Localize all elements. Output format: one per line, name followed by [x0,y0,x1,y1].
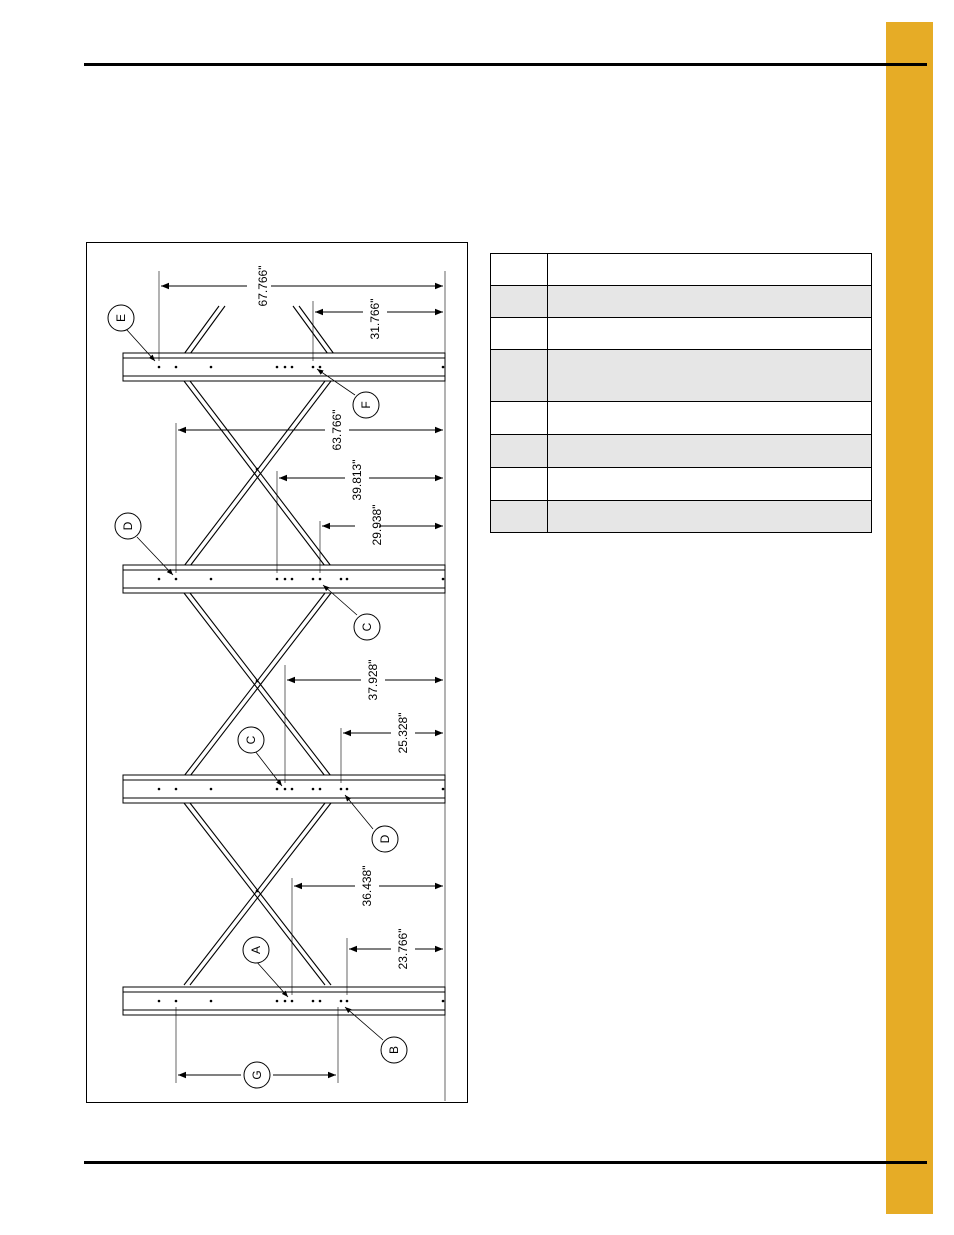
svg-text:A: A [249,945,263,955]
header-cell-ref [491,254,548,286]
svg-text:G: G [250,1070,264,1080]
callout-e [108,305,134,331]
table-cell-description [548,402,872,435]
callout-b [381,1037,407,1063]
svg-text:C: C [244,735,258,745]
bracing-diagram [86,242,468,1103]
table-cell-description [548,501,872,533]
dim-label-39813: 39.813" [350,459,364,501]
table-row [491,435,872,468]
table-cell-description [548,318,872,350]
dim-label-36438: 36.438" [360,865,374,907]
table-row [491,501,872,533]
table-row [491,318,872,350]
callout-c-upper [354,614,380,640]
table-cell-ref [491,286,548,318]
dim-label-63766: 63.766" [330,409,344,451]
table-cell-ref [491,350,548,402]
dim-label-67766: 67.766" [256,265,270,307]
horizontal-rails [123,353,445,1015]
table-cell-description [548,435,872,468]
callout-d-upper [115,513,141,539]
table-cell-ref [491,402,548,435]
table-row [491,350,872,402]
table-row [491,468,872,501]
table-cell-description [548,468,872,501]
dim-label-31766: 31.766" [368,298,382,340]
callout-c-lower [238,727,264,753]
table-row [491,402,872,435]
dim-label-37928: 37.928" [366,659,380,701]
svg-text:D: D [378,834,392,844]
extension-lines [159,271,445,1101]
reference-table [490,253,872,533]
callout-g [244,1062,270,1088]
dim-label-25328: 25.328" [396,712,410,754]
table-cell-ref [491,435,548,468]
table-cell-description [548,350,872,402]
callout-d-lower [372,826,398,852]
svg-text:C: C [360,622,374,632]
svg-text:E: E [114,313,128,323]
table-cell-ref [491,501,548,533]
svg-text:F: F [359,401,373,409]
table-row [491,286,872,318]
table-cell-ref [491,318,548,350]
svg-text:D: D [121,521,135,531]
diagonal-braces [184,306,334,985]
dim-label-23766: 23.766" [396,928,410,970]
table-cell-description [548,286,872,318]
svg-text:B: B [387,1045,401,1055]
header-cell-description [548,254,872,286]
table-cell-ref [491,468,548,501]
callout-a [243,937,269,963]
header-rule [84,63,927,66]
table-header-row [491,254,872,286]
callout-f [353,392,379,418]
rail-holes [158,366,445,1003]
chapter-side-tab [886,22,933,1214]
footer-rule [84,1161,927,1164]
dim-label-29938: 29.938" [370,504,384,546]
